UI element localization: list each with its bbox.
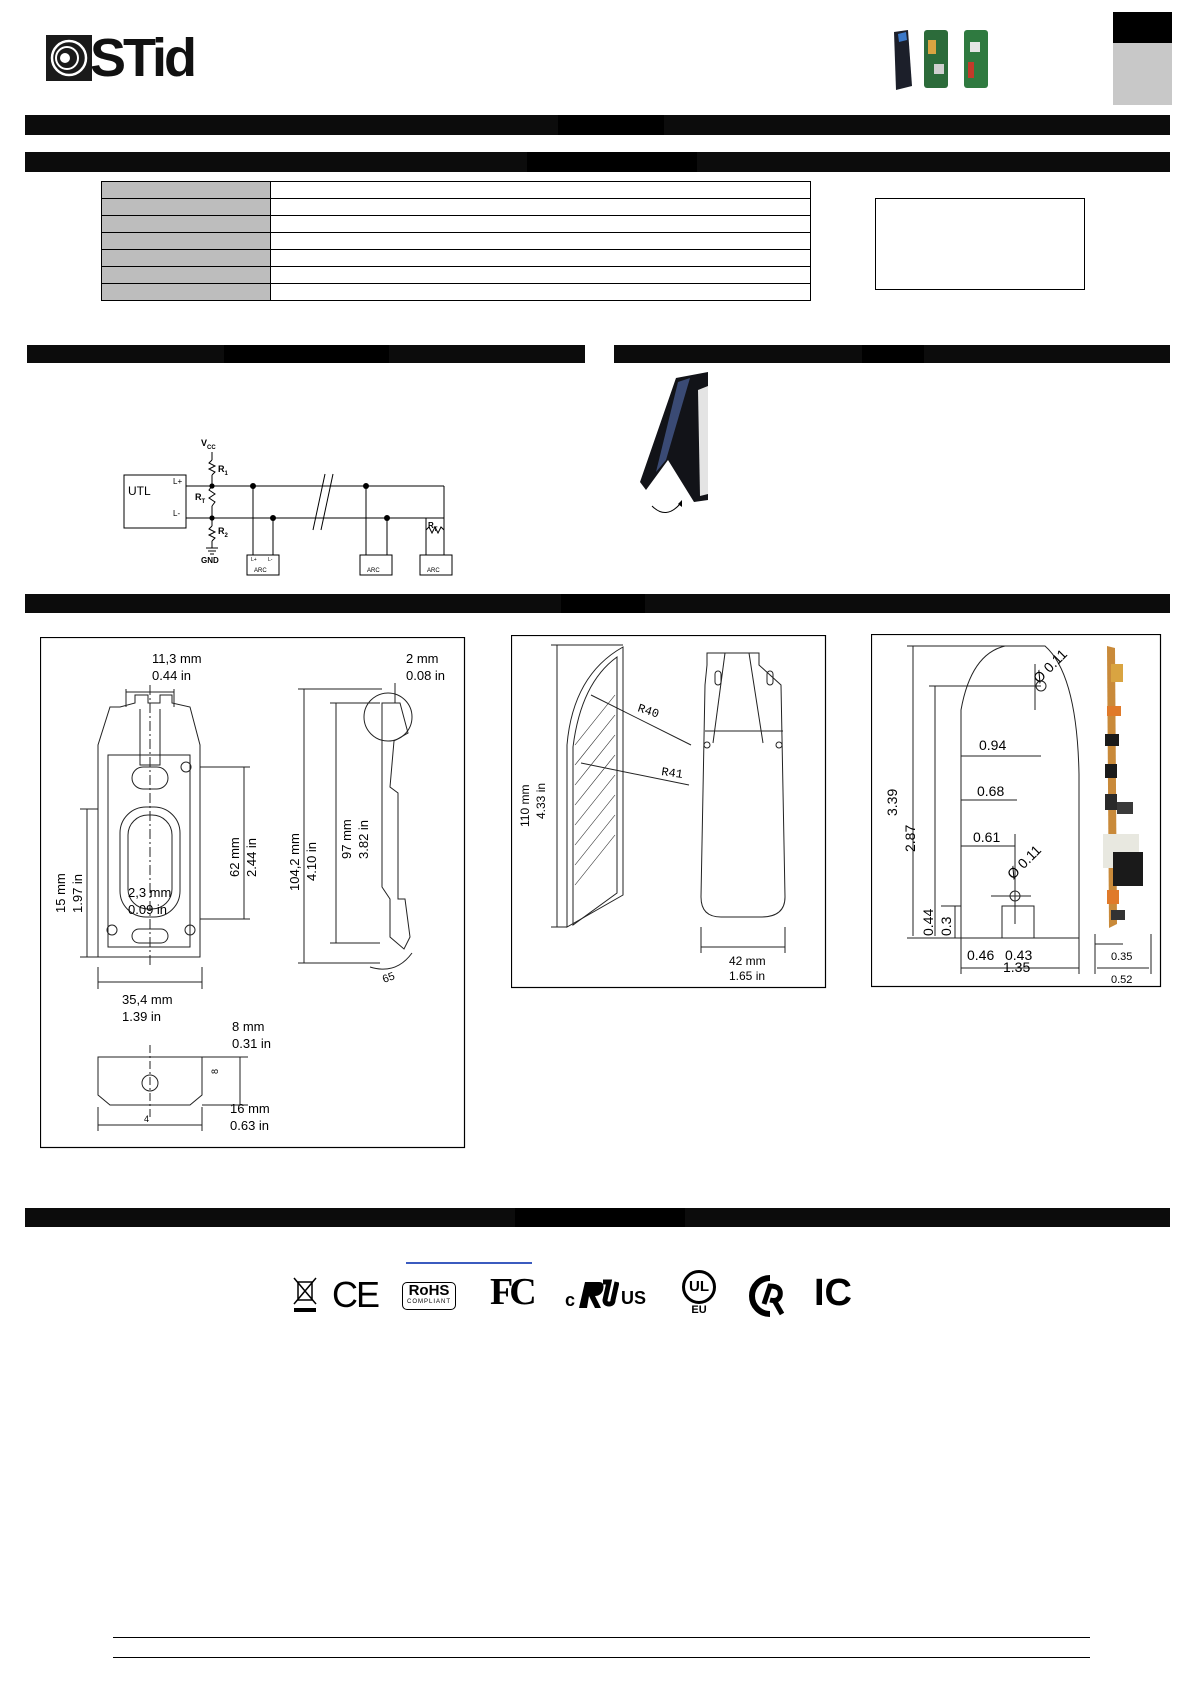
pcb-d3: 0.61 [973,829,1001,845]
pcb-h1: 3.39 [884,788,900,816]
dim-side-in: 0.08 in [406,668,446,683]
mounting-photo [638,370,713,520]
table-row [102,216,811,233]
table-row [102,267,811,284]
arc-label-2: ARC [367,568,380,574]
pcb-t1: 0.35 [1111,951,1133,963]
dim-width-in: 1.39 in [122,1009,162,1024]
section-bar-certifications [25,1208,1170,1227]
pcb-w2: 0.43 [1005,947,1033,963]
ce-mark: CE [332,1274,379,1315]
table-row [102,250,811,267]
cru-c-letter: c [565,1290,576,1310]
cover-width-mm: 42 mm [729,954,766,968]
arc-label-1: ARC [254,568,267,574]
r1-label: $R_1$ [218,464,228,477]
cru-us-mark [565,1276,645,1316]
cover-r41: R41 [660,765,684,782]
ic-mark: IC [814,1272,852,1314]
l-plus-label: L+ [173,477,183,486]
cover-r40: R40 [635,701,661,722]
pcb-phi2: Ø 0.11 [1003,841,1045,883]
dim-mid-h-mm: 62 mm [227,837,242,877]
section-bar-dimensions [25,594,1170,613]
pcb-w1: 0.46 [967,947,995,963]
dim-hole-mm: 2,3 mm [128,885,172,900]
dim-top-width-in: 0.44 in [152,668,192,683]
dim-angle: 65 [380,970,397,986]
side-info-box [875,198,1085,290]
dim-left-h-mm: 15 mm [53,873,68,913]
dim-hole-in: 0.09 in [128,902,168,917]
ul-circle [682,1270,716,1304]
dim-bottom-depth-in: 0.31 in [232,1036,272,1051]
dim-bottom-depth-mm: 8 mm [232,1019,265,1034]
gnd-label: GND [201,556,219,565]
certification-logos [290,1270,860,1320]
dim-top-width-mm: 11,3 mm [152,651,202,666]
dim-small-8: 8 [210,1068,220,1074]
section-bar-mounting [614,345,1170,363]
rt-label: $R_T$ [195,492,206,505]
arc-lminus-label: L- [268,557,273,563]
rt-end-label: $R_T$ [428,521,438,533]
ru-icon [575,1278,619,1312]
tab-marker-bottom [1113,43,1172,105]
pcb-d1: 0.94 [979,737,1007,753]
rohs-sub: COMPLIANT [406,1299,451,1305]
dim-mid-h-in: 2.44 in [244,837,259,877]
section-bar-1 [25,115,1170,135]
rohs-text: RoHS [408,1282,450,1299]
arc-lplus-label: L+ [251,557,257,563]
product-photo [888,26,998,98]
arc-label-3: ARC [427,568,440,574]
ul-eu-text: EU [691,1304,707,1316]
dimension-drawing-front [40,637,466,1149]
pcb-w3: 1.35 [1003,959,1031,975]
certification-link-underline[interactable] [406,1262,532,1264]
tab-marker-top [1113,12,1172,43]
table-row [102,199,811,216]
table-row [102,182,811,199]
spec-table [101,181,811,301]
cover-height-mm: 110 mm [518,784,532,827]
dim-small-4: 4 [144,1114,150,1124]
pcb-v1: 0.44 [920,908,936,936]
ul-eu-mark [678,1270,720,1320]
table-row [102,233,811,250]
ul-text: UL [689,1278,709,1295]
footer-line-bottom [113,1657,1090,1658]
fcc-mark: FC [490,1271,533,1313]
dim-left-h-in: 1.97 in [70,873,85,913]
logo-text: STid [90,28,195,88]
pcb-phi1: Ø 0.11 [1029,645,1071,687]
dim-side-mm: 2 mm [406,651,439,666]
cover-width-in: 1.65 in [729,969,766,983]
dim-side-h-mm: 97 mm [339,819,354,859]
rcm-icon [748,1274,788,1318]
table-row [102,284,811,301]
rohs-badge [402,1282,456,1310]
utl-label: UTL [128,484,151,498]
pcb-h2: 2.87 [902,824,918,852]
cover-height-in: 4.33 in [534,782,548,819]
pcb-t2: 0.52 [1111,974,1133,986]
l-minus-label: L- [173,509,181,518]
cru-us-text: US [621,1288,647,1308]
footer-line-top [113,1637,1090,1638]
r2-label: $R_2$ [218,526,228,539]
dim-total-h-in: 4.10 in [304,841,319,881]
dim-side-h-in: 3.82 in [356,819,371,859]
pcb-v2: 0.3 [938,916,954,936]
pcb-d2: 0.68 [977,783,1005,799]
section-bar-2 [25,152,1170,172]
dim-total-h-mm: 104,2 mm [287,833,302,891]
dimension-drawing-cover [511,635,827,989]
dim-bottom-w-in: 0.63 in [230,1118,270,1133]
vcc-label: $V_{CC}$ [201,438,216,451]
wiring-diagram [115,430,485,580]
section-bar-wiring [27,345,585,363]
dimension-drawing-pcb [871,634,1162,988]
dim-bottom-w-mm: 16 mm [230,1101,270,1116]
dim-width-mm: 35,4 mm [122,992,173,1007]
stid-logo [46,28,196,88]
weee-icon [290,1274,320,1314]
